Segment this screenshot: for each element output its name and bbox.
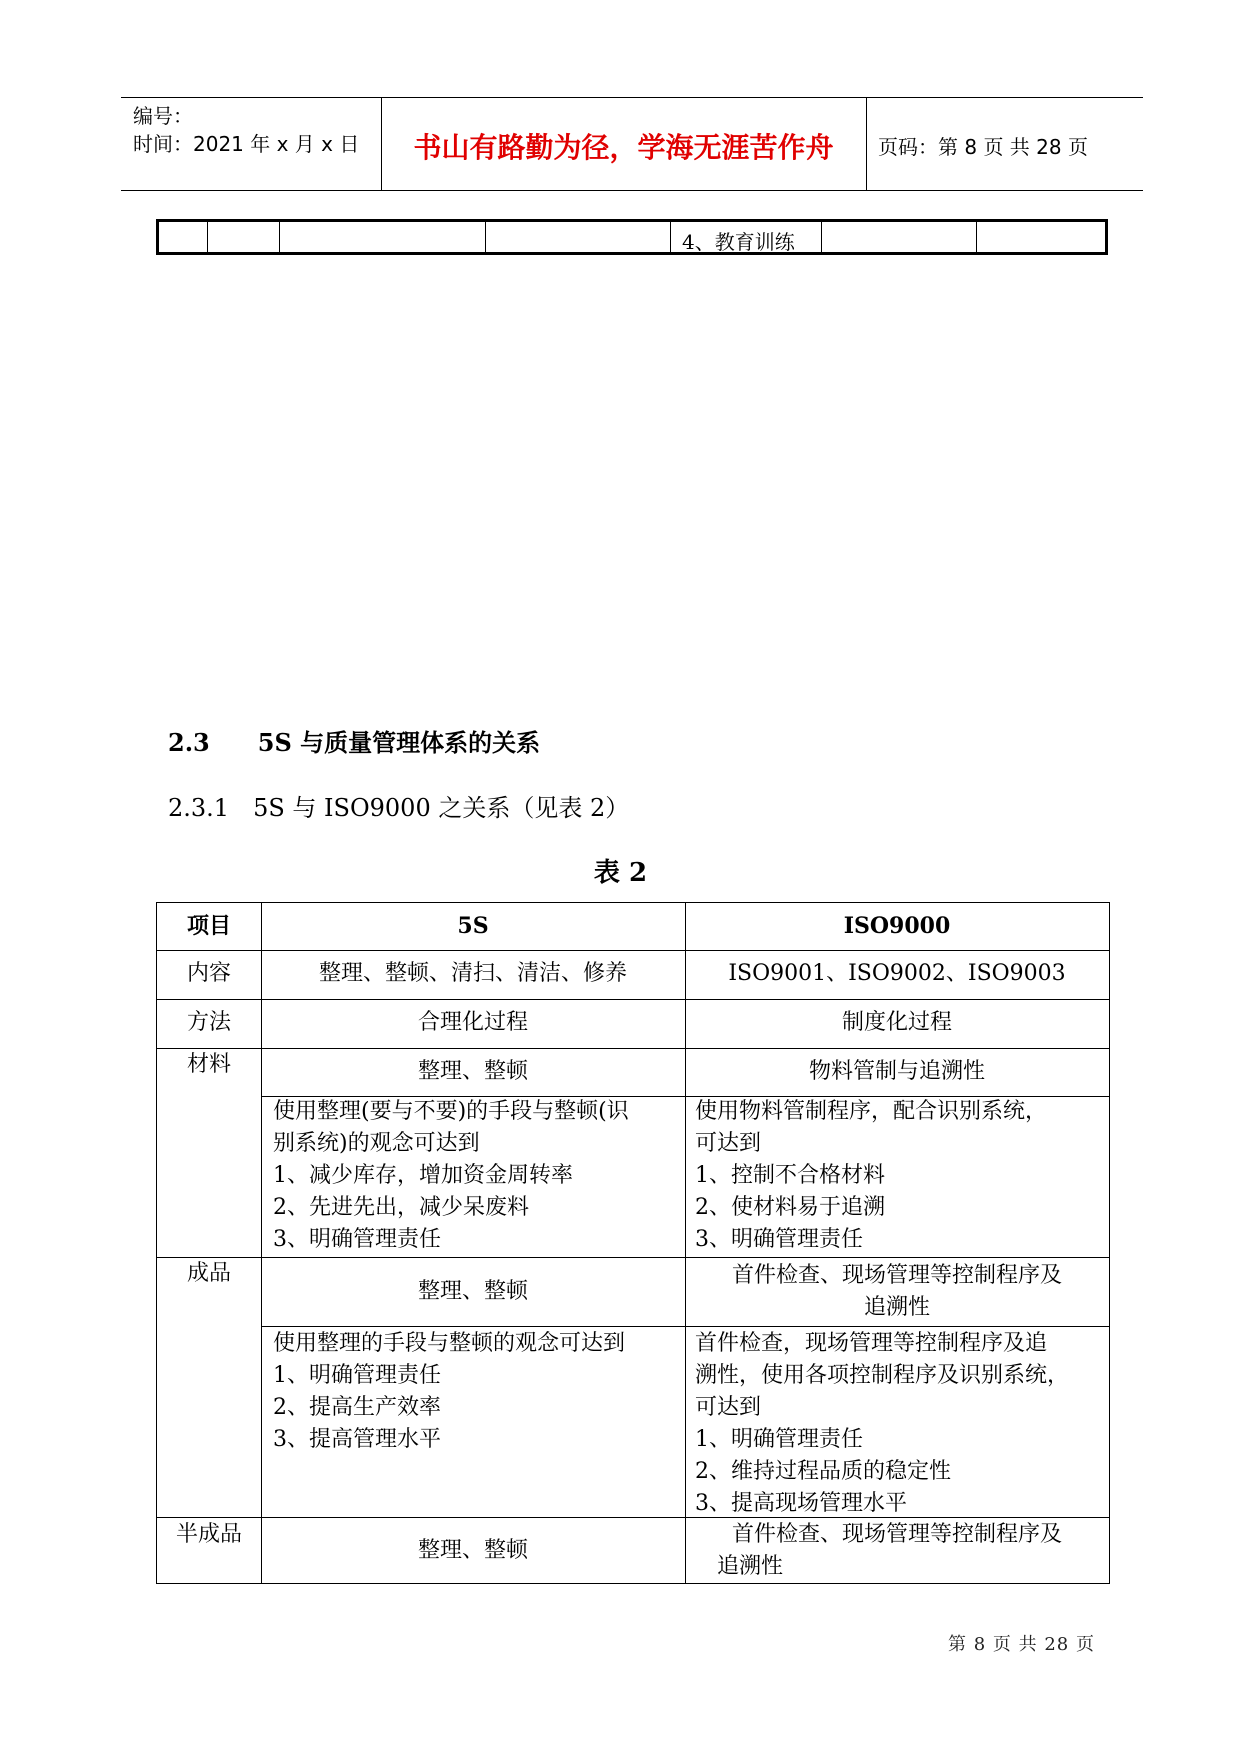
list-item: 2、维持过程品质的稳定性 <box>695 1459 951 1484</box>
list-item: 1、减少库存，增加资金周转率 <box>273 1163 573 1188</box>
list-item: 2、使材料易于追溯 <box>695 1195 885 1220</box>
row-divider <box>157 1048 1109 1049</box>
header-number-label: 编号： <box>133 104 193 128</box>
row-divider <box>157 950 1109 951</box>
header-motto: 书山有路勤为径，学海无涯苦作舟 <box>413 131 834 164</box>
list-item: 别系统)的观念可达到 <box>273 1131 480 1156</box>
header-time-label: 时间：2021 年 x 月 x 日 <box>133 132 360 156</box>
fragment-col-divider <box>976 222 977 252</box>
continued-table-fragment <box>156 219 1108 255</box>
list-item: 1、明确管理责任 <box>695 1427 863 1452</box>
fragment-col-divider <box>279 222 280 252</box>
row-label-content: 内容 <box>186 961 231 986</box>
list-item: 1、控制不合格材料 <box>695 1163 885 1188</box>
row-label-material: 材料 <box>186 1052 231 1077</box>
row-label-method: 方法 <box>186 1010 231 1035</box>
cell-content-iso: ISO9001、ISO9002、ISO9003 <box>728 961 1066 986</box>
col-divider <box>685 903 686 1583</box>
row-divider <box>157 1517 1109 1518</box>
cell-method-iso: 制度化过程 <box>841 1010 952 1035</box>
table-title: 表 2 <box>593 858 648 888</box>
list-item: 3、明确管理责任 <box>273 1227 441 1252</box>
list-item: 3、提高管理水平 <box>273 1427 441 1452</box>
list-item: 使用整理(要与不要)的手段与整顿(识 <box>273 1099 629 1124</box>
header-bottom-rule <box>121 190 1143 191</box>
list-item: 使用整理的手段与整顿的观念可达到 <box>273 1331 626 1356</box>
cell-product-iso-summary-line-1: 首件检查、现场管理等控制程序及 <box>731 1263 1062 1288</box>
fragment-col-divider <box>821 222 822 252</box>
col-divider <box>261 903 262 1583</box>
fragment-cell-text: 4、教育训练 <box>682 230 795 254</box>
cell-semi-iso-summary-line-1: 首件检查、现场管理等控制程序及 <box>731 1522 1062 1547</box>
header-page-info: 页码：第 8 页 共 28 页 <box>878 135 1088 159</box>
cell-content-5s: 整理、整顿、清扫、清洁、修养 <box>318 961 627 986</box>
list-item: 3、提高现场管理水平 <box>695 1491 907 1516</box>
list-item: 可达到 <box>695 1395 762 1420</box>
row-label-product: 成品 <box>186 1261 231 1286</box>
cell-product-iso-summary-line-2: 追溯性 <box>863 1295 930 1320</box>
row-divider <box>157 999 1109 1000</box>
cell-semi-iso-summary-line-2: 追溯性 <box>717 1554 784 1579</box>
comparison-table <box>156 902 1110 1584</box>
cell-material-iso-summary: 物料管制与追溯性 <box>808 1059 985 1084</box>
header-cell-5s: 5S <box>457 913 489 939</box>
header-cell-iso9000: ISO9000 <box>843 913 951 939</box>
cell-method-5s: 合理化过程 <box>417 1010 528 1035</box>
list-item: 1、明确管理责任 <box>273 1363 441 1388</box>
subsection-heading: 2.3.1 5S 与 ISO9000 之关系（见表 2） <box>168 794 630 822</box>
section-heading: 2.3 5S 与质量管理体系的关系 <box>168 728 541 757</box>
fragment-col-divider <box>670 222 671 252</box>
header-cell-item: 项目 <box>186 913 231 939</box>
cell-product-5s-summary: 整理、整顿 <box>417 1279 528 1304</box>
row-label-semi-finished: 半成品 <box>175 1522 242 1547</box>
header-top-rule <box>121 97 1143 98</box>
row-divider <box>157 1257 1109 1258</box>
list-item: 使用物料管制程序，配合识别系统， <box>695 1099 1048 1124</box>
cell-material-5s-summary: 整理、整顿 <box>417 1059 528 1084</box>
header-divider-right <box>866 97 867 191</box>
list-item: 3、明确管理责任 <box>695 1227 863 1252</box>
list-item: 2、提高生产效率 <box>273 1395 441 1420</box>
fragment-col-divider <box>485 222 486 252</box>
list-item: 溯性，使用各项控制程序及识别系统， <box>695 1363 1070 1388</box>
list-item: 可达到 <box>695 1131 762 1156</box>
page-footer: 第 8 页 共 28 页 <box>948 1634 1095 1655</box>
cell-semi-5s-summary: 整理、整顿 <box>417 1538 528 1563</box>
fragment-col-divider <box>207 222 208 252</box>
list-item: 首件检查，现场管理等控制程序及追 <box>695 1331 1048 1356</box>
list-item: 2、先进先出，减少呆废料 <box>273 1195 529 1220</box>
